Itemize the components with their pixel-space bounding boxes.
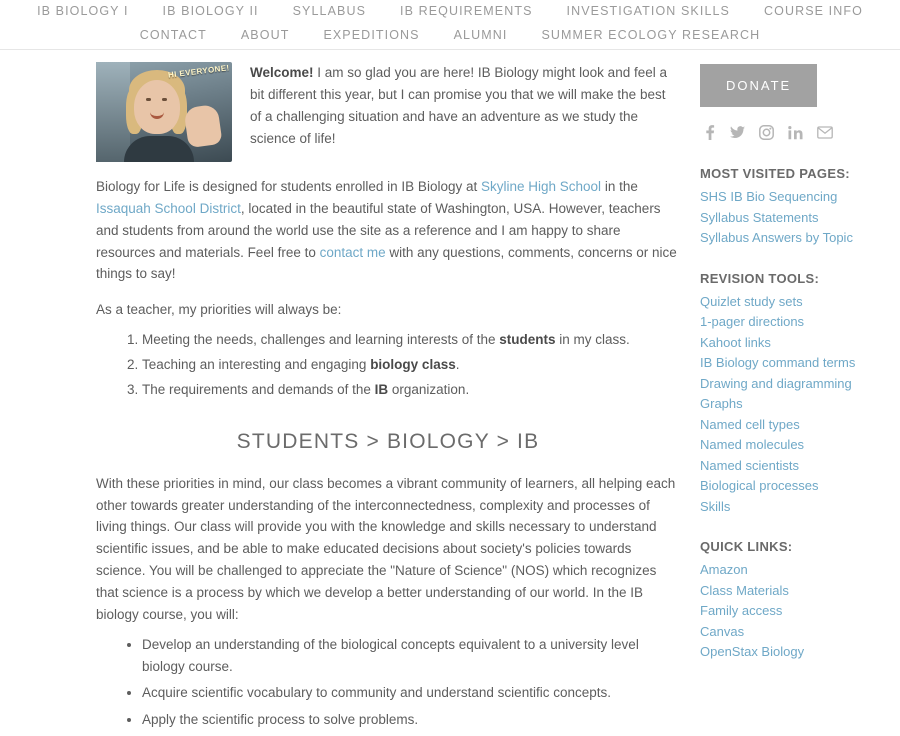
priority-1-pre: Meeting the needs, challenges and learning interests of the <box>142 332 500 348</box>
nav-item-syllabus[interactable]: SYLLABUS <box>292 4 367 18</box>
sidebar-heading-revision-tools: REVISION TOOLS: <box>700 270 820 286</box>
priority-2-bold: biology class <box>370 357 456 373</box>
nav-item-summer-ecology-research[interactable]: SUMMER ECOLOGY RESEARCH <box>541 28 761 42</box>
sidebar-link-amazon[interactable]: Amazon <box>700 562 748 577</box>
sidebar-link-syllabus-statements[interactable]: Syllabus Statements <box>700 209 819 225</box>
intro-text-3: , located in the beautiful state of Washington, USA. However, teachers and students from around the world use the site as a reference and I am happy to share resources and materials. Feel free to <box>96 200 661 260</box>
intro-text-2: in the <box>601 179 638 194</box>
welcome-block <box>96 62 680 162</box>
teacher-photo <box>96 62 232 162</box>
priority-1-post: in my class. <box>555 332 630 348</box>
sidebar-link-1-pager-directions[interactable]: 1-pager directions <box>700 314 805 329</box>
sidebar-link-class-materials[interactable]: Class Materials <box>700 582 789 598</box>
list-item: • Apply the scientific process to solve problems. <box>142 709 680 731</box>
mail-icon[interactable] <box>817 126 833 139</box>
priority-1-bold: students <box>499 332 556 348</box>
sidebar-block-quick-links <box>700 539 900 663</box>
priorities-list <box>96 329 680 401</box>
sidebar-block-revision-tools <box>700 271 900 518</box>
page-content <box>0 50 900 736</box>
sidebar-link-family-access[interactable]: Family access <box>700 603 783 618</box>
section-title: STUDENTS > BIOLOGY > IB <box>236 429 540 453</box>
sidebar-link-drawing-and-diagramming[interactable]: Drawing and diagramming <box>700 375 852 391</box>
welcome-lead: Welcome! <box>250 65 314 80</box>
list-item: • Develop an understanding of the biological concepts equivalent to a university level biology course. <box>142 634 680 678</box>
sidebar-link-quizlet-study-sets[interactable]: Quizlet study sets <box>700 293 803 309</box>
sidebar-heading-quick-links: QUICK LINKS: <box>700 539 793 554</box>
photo-caption: HI EVERYONE! <box>167 63 231 80</box>
nav-item-expeditions[interactable]: EXPEDITIONS <box>323 28 420 42</box>
sidebar-link-syllabus-answers-by-topic[interactable]: Syllabus Answers by Topic <box>700 230 853 245</box>
welcome-text <box>250 62 680 149</box>
nav-item-ib-requirements[interactable]: IB REQUIREMENTS <box>400 4 533 18</box>
nav-item-alumni[interactable]: ALUMNI <box>453 28 508 42</box>
sidebar-link-ib-biology-command-terms[interactable]: IB Biology command terms <box>700 355 856 370</box>
sidebar-link-named-cell-types[interactable]: Named cell types <box>700 416 800 432</box>
twitter-icon[interactable] <box>730 125 745 140</box>
list-item <box>142 379 680 401</box>
linkedin-icon[interactable] <box>788 125 803 140</box>
sidebar-link-shs-ib-bio-sequencing[interactable]: SHS IB Bio Sequencing <box>700 189 838 204</box>
sidebar-link-biological-processes[interactable]: Biological processes <box>700 478 819 493</box>
sidebar-link-kahoot-links[interactable]: Kahoot links <box>700 334 771 350</box>
priority-2-post: . <box>455 357 460 373</box>
link-contact-me[interactable]: contact me <box>319 244 386 260</box>
link-skyline-high-school[interactable]: Skyline High School <box>480 179 602 194</box>
sidebar-link-graphs[interactable]: Graphs <box>700 396 743 411</box>
link-issaquah-school-district[interactable]: Issaquah School District <box>96 200 241 216</box>
sidebar-heading-most-visited: MOST VISITED PAGES: <box>700 166 850 181</box>
priority-3-post: organization. <box>388 381 470 397</box>
site-navigation <box>0 0 900 50</box>
social-links <box>700 125 900 140</box>
intro-paragraph <box>96 176 680 285</box>
donate-button[interactable]: DONATE <box>700 64 817 107</box>
intro-text-1: Biology for Life is designed for students enrolled in IB Biology at <box>96 179 481 194</box>
nav-item-investigation-skills[interactable]: INVESTIGATION SKILLS <box>566 4 730 18</box>
nav-row-secondary <box>0 22 900 48</box>
list-item <box>142 329 680 351</box>
priority-3-pre: The requirements and demands of the <box>142 381 375 397</box>
priorities-intro: As a teacher, my priorities will always be: <box>96 302 342 318</box>
priority-2-pre: Teaching an interesting and engaging <box>142 357 371 373</box>
sidebar-link-openstax-biology[interactable]: OpenStax Biology <box>700 644 805 659</box>
nav-item-ib-biology-i[interactable]: IB BIOLOGY I <box>37 4 129 18</box>
nav-item-course-info[interactable]: COURSE INFO <box>764 4 863 18</box>
list-item: • Acquire scientific vocabulary to community and understand scientific concepts. <box>142 682 680 704</box>
priority-3-bold: IB <box>374 381 389 397</box>
sidebar-link-named-molecules[interactable]: Named molecules <box>700 437 805 452</box>
nav-item-ib-biology-ii[interactable]: IB BIOLOGY II <box>162 4 259 18</box>
welcome-body: I am so glad you are here! IB Biology might look and feel a bit different this year, but I can promise you that we will make the best of a challenging situation and have an adventure as we study the science of life! <box>250 65 667 146</box>
nav-row-primary <box>0 0 900 22</box>
nav-item-contact[interactable]: CONTACT <box>139 28 207 42</box>
intro-text-4: with any questions, comments, concerns or nice things to say! <box>96 244 677 282</box>
sidebar-block-most-visited <box>700 166 900 249</box>
sidebar-link-skills[interactable]: Skills <box>700 498 731 514</box>
sidebar-link-named-scientists[interactable]: Named scientists <box>700 457 799 473</box>
nav-item-about[interactable]: ABOUT <box>240 28 290 42</box>
sidebar-link-canvas[interactable]: Canvas <box>700 623 745 639</box>
outcomes-list <box>96 634 680 731</box>
instagram-icon[interactable] <box>759 125 774 140</box>
body-paragraph: With these priorities in mind, our class becomes a vibrant community of learners, all helping each other towards greater understanding of the interconnectedness, complexity and processes of living things. Our class will provide you with the knowledge and skills necessary to understand scientific issues, and be able to make educated decisions about society's policies towards science. You will be challenged to appreciate the "Nature of Science" (NOS) which recognizes that science is a process by which we develop a better understanding of our world. In the IB biology course, you will: <box>96 475 676 622</box>
list-item <box>142 354 680 376</box>
facebook-icon[interactable] <box>703 125 716 140</box>
sidebar <box>700 62 900 736</box>
main-column <box>96 62 698 736</box>
